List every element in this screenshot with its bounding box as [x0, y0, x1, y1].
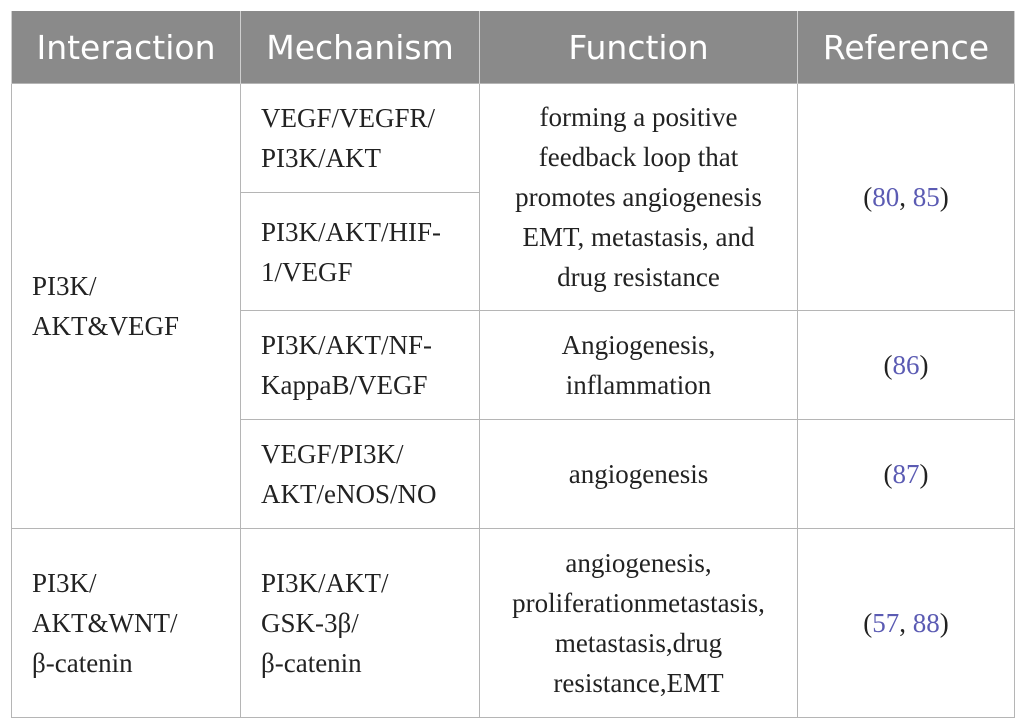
- function-cell: [480, 84, 798, 311]
- function-line: promotes angiogenesis: [515, 182, 762, 212]
- reference-link[interactable]: 86: [892, 350, 920, 380]
- mechanism-cell: [241, 311, 480, 420]
- ref-close: ): [919, 350, 929, 380]
- ref-separator: ,: [899, 182, 913, 212]
- reference-link[interactable]: 80: [872, 182, 900, 212]
- reference-cell: [798, 529, 1015, 718]
- mechanism-line: AKT/eNOS/NO: [261, 479, 437, 509]
- interaction-cell: [12, 529, 241, 718]
- function-line: angiogenesis,: [565, 548, 712, 578]
- table-row: [12, 84, 1015, 193]
- reference-cell: [798, 84, 1015, 311]
- reference-cell: [798, 311, 1015, 420]
- header-row: [12, 11, 1015, 84]
- function-cell: [480, 529, 798, 718]
- mechanism-line: VEGF/VEGFR/: [261, 103, 436, 133]
- function-line: proliferationmetastasis,: [512, 588, 765, 618]
- function-line: feedback loop that: [538, 142, 739, 172]
- interaction-cell: [12, 84, 241, 529]
- mechanism-line: VEGF/PI3K/: [261, 439, 404, 469]
- mechanism-line: PI3K/AKT/NF-: [261, 330, 433, 360]
- mechanism-line: KappaB/VEGF: [261, 370, 428, 400]
- function-line: Angiogenesis,: [561, 330, 716, 360]
- interaction-line: PI3K/: [32, 271, 97, 301]
- mechanism-cell: [241, 420, 480, 529]
- function-line: metastasis,drug: [554, 628, 723, 658]
- function-cell: [480, 420, 798, 529]
- mechanism-line: GSK-3β/: [261, 608, 359, 638]
- mechanism-cell: [241, 84, 480, 193]
- header-reference: Reference: [798, 11, 1015, 84]
- interaction-line: AKT&WNT/: [32, 608, 178, 638]
- mechanism-line: PI3K/AKT/: [261, 568, 389, 598]
- mechanism-cell: [241, 193, 480, 311]
- header-function: Function: [480, 11, 798, 84]
- ref-open: (: [863, 608, 873, 638]
- mechanism-line: β-catenin: [261, 648, 362, 678]
- interaction-line: β-catenin: [32, 648, 133, 678]
- function-line: EMT, metastasis, and: [522, 222, 755, 252]
- ref-close: ): [939, 182, 949, 212]
- reference-cell: [798, 420, 1015, 529]
- mechanism-line: 1/VEGF: [261, 256, 353, 287]
- data-table: [11, 11, 1015, 718]
- function-line: resistance,EMT: [553, 668, 724, 698]
- ref-close: ): [939, 608, 949, 638]
- interaction-line: PI3K/: [32, 568, 97, 598]
- table-row: [12, 529, 1015, 718]
- ref-separator: ,: [899, 608, 913, 638]
- function-cell: [480, 311, 798, 420]
- ref-open: (: [883, 459, 893, 489]
- interaction-line: AKT&VEGF: [32, 311, 179, 341]
- reference-link[interactable]: 87: [892, 459, 920, 489]
- mechanism-line: PI3K/AKT/HIF-: [261, 216, 441, 247]
- ref-open: (: [883, 350, 893, 380]
- function-line: drug resistance: [557, 262, 720, 292]
- function-line: angiogenesis: [568, 459, 709, 489]
- mechanism-cell: [241, 529, 480, 718]
- function-line: forming a positive: [539, 102, 738, 132]
- ref-open: (: [863, 182, 873, 212]
- header-interaction: Interaction: [12, 11, 241, 84]
- reference-link[interactable]: 85: [912, 182, 940, 212]
- mechanism-line: PI3K/AKT: [261, 143, 381, 173]
- function-line: inflammation: [565, 370, 712, 400]
- reference-link[interactable]: 57: [872, 608, 900, 638]
- header-mechanism: Mechanism: [241, 11, 480, 84]
- ref-close: ): [919, 459, 929, 489]
- reference-link[interactable]: 88: [912, 608, 940, 638]
